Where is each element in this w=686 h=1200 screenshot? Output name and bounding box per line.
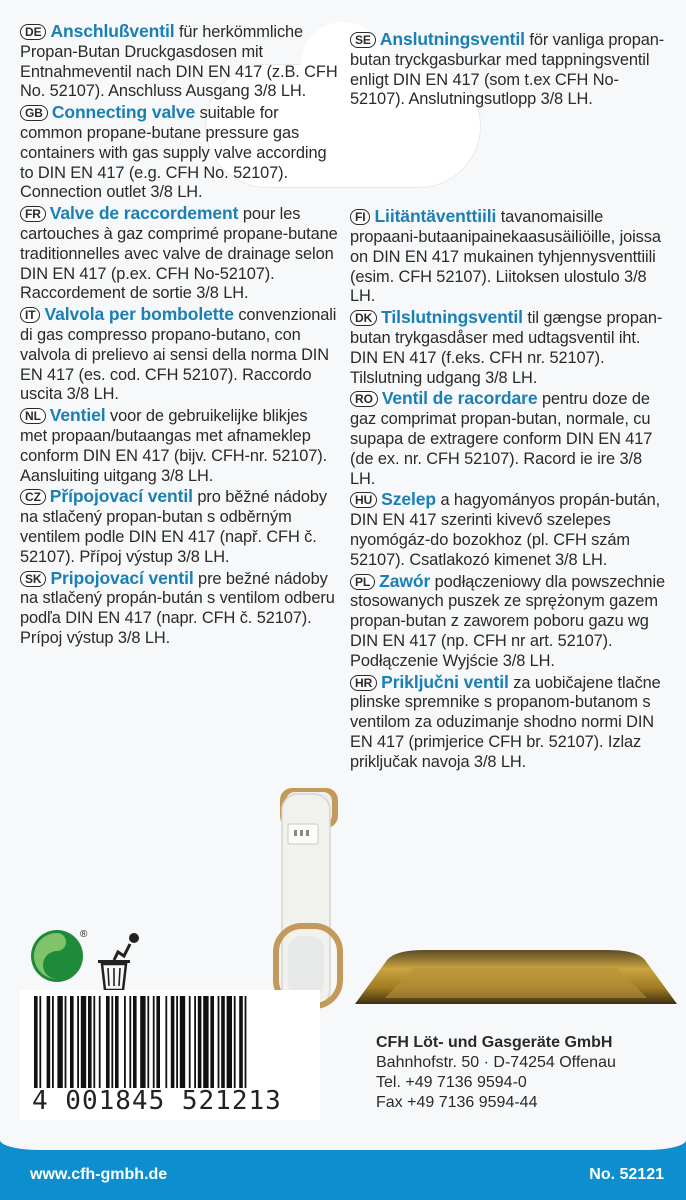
- block-heading: Ventil de racordare: [381, 388, 538, 409]
- barcode-bar: [129, 996, 131, 1088]
- block-heading: Přípojovací ventil: [49, 486, 193, 507]
- lang-block-pl: [350, 572, 670, 672]
- lang-block-it: [20, 305, 338, 405]
- block-heading: Anslutningsventil: [379, 29, 525, 49]
- barcode-bar: [194, 996, 196, 1088]
- block-text: pre bežné nádoby na stlačený propán-bután s ventilom odberu podľa DIN EN 417 (napr. CFH č. 52107). Prípoj výstup 3/8 LH.: [20, 569, 335, 647]
- barcode-bar: [47, 996, 51, 1088]
- barcode-bar: [198, 996, 202, 1088]
- barcode-bar: [176, 996, 178, 1088]
- language-badge: FR: [20, 206, 46, 222]
- website-url: www.cfh-gmbh.de: [30, 1166, 168, 1183]
- barcode-number: 4 001845 521213: [32, 1086, 282, 1116]
- lang-block-fr: [20, 204, 338, 304]
- barcode-bar: [218, 996, 220, 1088]
- barcode-bar: [239, 996, 243, 1088]
- barcode-bar: [227, 996, 232, 1088]
- barcode-bars: [30, 996, 320, 1088]
- language-badge: RO: [350, 391, 378, 407]
- barcode-bar: [81, 996, 86, 1088]
- barcode-bar: [99, 996, 101, 1088]
- lang-block-hr: [350, 673, 670, 773]
- barcode-bar: [153, 996, 155, 1088]
- block-heading: Connecting valve: [51, 102, 196, 123]
- left-language-column: [20, 22, 338, 650]
- block-text: pro běžné nádoby na stlačený propan-butan s odběrným ventilem podle DIN EN 417 (např. CFH č. 52107). Přípoj výstup 3/8 LH.: [20, 488, 327, 566]
- language-badge: IT: [20, 307, 40, 323]
- block-text: a hagyományos propán-bután, DIN EN 417 szerinti kivevő szelepes nyomógáz-do bozokhoz (pl. CFH szám 52107). Csatlakozó kimenet 3/8 LH.: [350, 491, 661, 569]
- block-heading: Zawór: [379, 570, 431, 591]
- language-badge: GB: [20, 105, 48, 121]
- recycle-bin-icon: [94, 930, 148, 992]
- block-heading: Valve de raccordement: [49, 203, 239, 224]
- language-badge: NL: [20, 408, 46, 424]
- lang-block-gb: [20, 103, 338, 203]
- barcode-bar: [171, 996, 175, 1088]
- barcode-bar: [77, 996, 79, 1088]
- barcode-bar: [111, 996, 113, 1088]
- barcode-bar: [147, 996, 149, 1088]
- company-phone: Tel. +49 7136 9594-0: [376, 1074, 527, 1091]
- language-badge: HR: [350, 675, 377, 691]
- block-heading: Valvola per bombolette: [44, 304, 234, 325]
- barcode-bar: [70, 996, 74, 1088]
- block-text: tavanomaisille propaani-butaanipainekaasusäiliöille, joissa on DIN EN 417 mukainen tyhjennysventtiili (esim. CFH 52107). Liitoksen ulostulo 3/8 LH.: [350, 208, 661, 306]
- lang-block-ro: [350, 389, 670, 489]
- right-language-column: [350, 30, 670, 774]
- language-badge: DK: [350, 310, 377, 326]
- block-text: för vanliga propan-butan tryckgasburkar med tappningsventil enligt DIN EN 417 (som t.ex CFH No- 52107). Anslutningsutlopp 3/8 LH.: [350, 31, 665, 109]
- block-heading: Liitäntäventtiili: [374, 206, 497, 227]
- company-name: CFH Löt- und Gasgeräte GmbH: [376, 1034, 613, 1051]
- language-badge: SE: [350, 32, 376, 48]
- barcode-bar: [57, 996, 62, 1088]
- language-badge: CZ: [20, 489, 46, 505]
- barcode-bar: [133, 996, 137, 1088]
- barcode-bar: [140, 996, 145, 1088]
- lang-block-nl: [20, 406, 338, 486]
- language-badge: SK: [20, 571, 46, 587]
- barcode-bar: [124, 996, 126, 1088]
- language-badge: FI: [350, 209, 370, 225]
- block-heading: Szelep: [381, 489, 436, 510]
- block-text: voor de gebruikelijke blikjes met propaan/butaangas met afnameklep conform DIN EN 417 (bijv. CFH-nr. 52107). Aansluiting uitgang 3/8 LH.: [20, 407, 328, 485]
- lang-block-se: [350, 30, 670, 110]
- barcode-bar: [245, 996, 247, 1088]
- cable-tie-strap: [274, 786, 344, 1012]
- barcode-bar: [93, 996, 95, 1088]
- language-badge: PL: [350, 574, 375, 590]
- block-text: pour les cartouches à gaz comprimé propane-butane traditionnelles avec valve de drainage selon DIN EN 417 (p.ex. CFH No-52107). Raccordement de sortie 3/8 LH.: [20, 205, 338, 303]
- barcode-bar: [115, 996, 119, 1088]
- lang-block-sk: [20, 569, 338, 649]
- block-text: suitable for common propane-butane pressure gas containers with gas supply valve according to DIN EN 417 (e.g. CFH No. 52107). Connection outlet 3/8 LH.: [20, 104, 327, 202]
- lang-block-cz: [20, 487, 338, 567]
- barcode-bar: [39, 996, 41, 1088]
- barcode-bar: [106, 996, 110, 1088]
- block-text: pentru doze de gaz comprimat propan-butan, normale, cu supapa de extragere conform DIN EN 417 (de ex. nr. CFH 52107). Racord ie ire 3/8 LH.: [350, 390, 653, 488]
- block-heading: Pripojovací ventil: [50, 567, 194, 588]
- block-text: für herkömmliche Propan-Butan Druckgasdosen mit Entnahmeventil nach DIN EN 417 (z.B. CFH No. 52107). Anschluss Ausgang 3/8 LH.: [20, 23, 338, 101]
- barcode-bar: [165, 996, 167, 1088]
- barcode-bar: [65, 996, 67, 1088]
- block-heading: Tilslutningsventil: [381, 307, 523, 328]
- barcode-bar: [234, 996, 236, 1088]
- company-street: Bahnhofstr. 50 · D-74254 Offenau: [376, 1054, 616, 1071]
- block-text: za uobičajene tlačne plinske spremnike s propanom-butanom s ventilom za oduzimanje shodno normi DIN EN 417 (primjerice CFH br. 52107). Izlaz priključak navoja 3/8 LH.: [350, 673, 661, 771]
- ean-barcode: [20, 990, 320, 1120]
- barcode-bar: [203, 996, 208, 1088]
- language-badge: DE: [20, 24, 46, 40]
- lang-block-de: [20, 22, 338, 102]
- barcode-bar: [180, 996, 185, 1088]
- barcode-bar: [221, 996, 225, 1088]
- product-number: No. 52121: [589, 1166, 664, 1183]
- block-text: convenzionali di gas compresso propano-butano, con valvola di prelievo ai sensi della norma DIN EN 417 (es. cod. CFH 52107). Raccordo uscita 3/8 LH.: [20, 306, 337, 404]
- language-badge: HU: [350, 492, 377, 508]
- block-text: til gængse propan-butan trykgasdåser med udtagsventil iht. DIN EN 417 (f.eks. CFH nr. 52107). Tilslutning udgang 3/8 LH.: [350, 309, 663, 387]
- footer-bar: [0, 1140, 686, 1200]
- barcode-bar: [156, 996, 160, 1088]
- barcode-bar: [88, 996, 92, 1088]
- company-fax: Fax +49 7136 9594-44: [376, 1094, 538, 1111]
- lang-block-fi: [350, 207, 670, 307]
- block-text: podłączeniowy dla powszechnie stosowanych puszek ze sprężonym gazem propan-butan z zaworem poboru gazu wg DIN EN 417 (np. CFH nr art. 52107). Podłączenie Wyjście 3/8 LH.: [350, 572, 665, 670]
- barcode-bar: [189, 996, 191, 1088]
- brass-fitting: [355, 948, 677, 1006]
- barcode-bar: [34, 996, 38, 1088]
- company-address: [376, 1033, 616, 1113]
- block-heading: Priključni ventil: [381, 671, 509, 692]
- green-dot-icon: [28, 925, 86, 983]
- block-heading: Ventiel: [49, 405, 106, 426]
- lang-block-dk: [350, 308, 670, 388]
- block-heading: Anschlußventil: [50, 21, 175, 41]
- lang-block-hu: [350, 490, 670, 570]
- registered-mark-icon: ®: [80, 929, 88, 940]
- barcode-bar: [210, 996, 214, 1088]
- barcode-bar: [52, 996, 54, 1088]
